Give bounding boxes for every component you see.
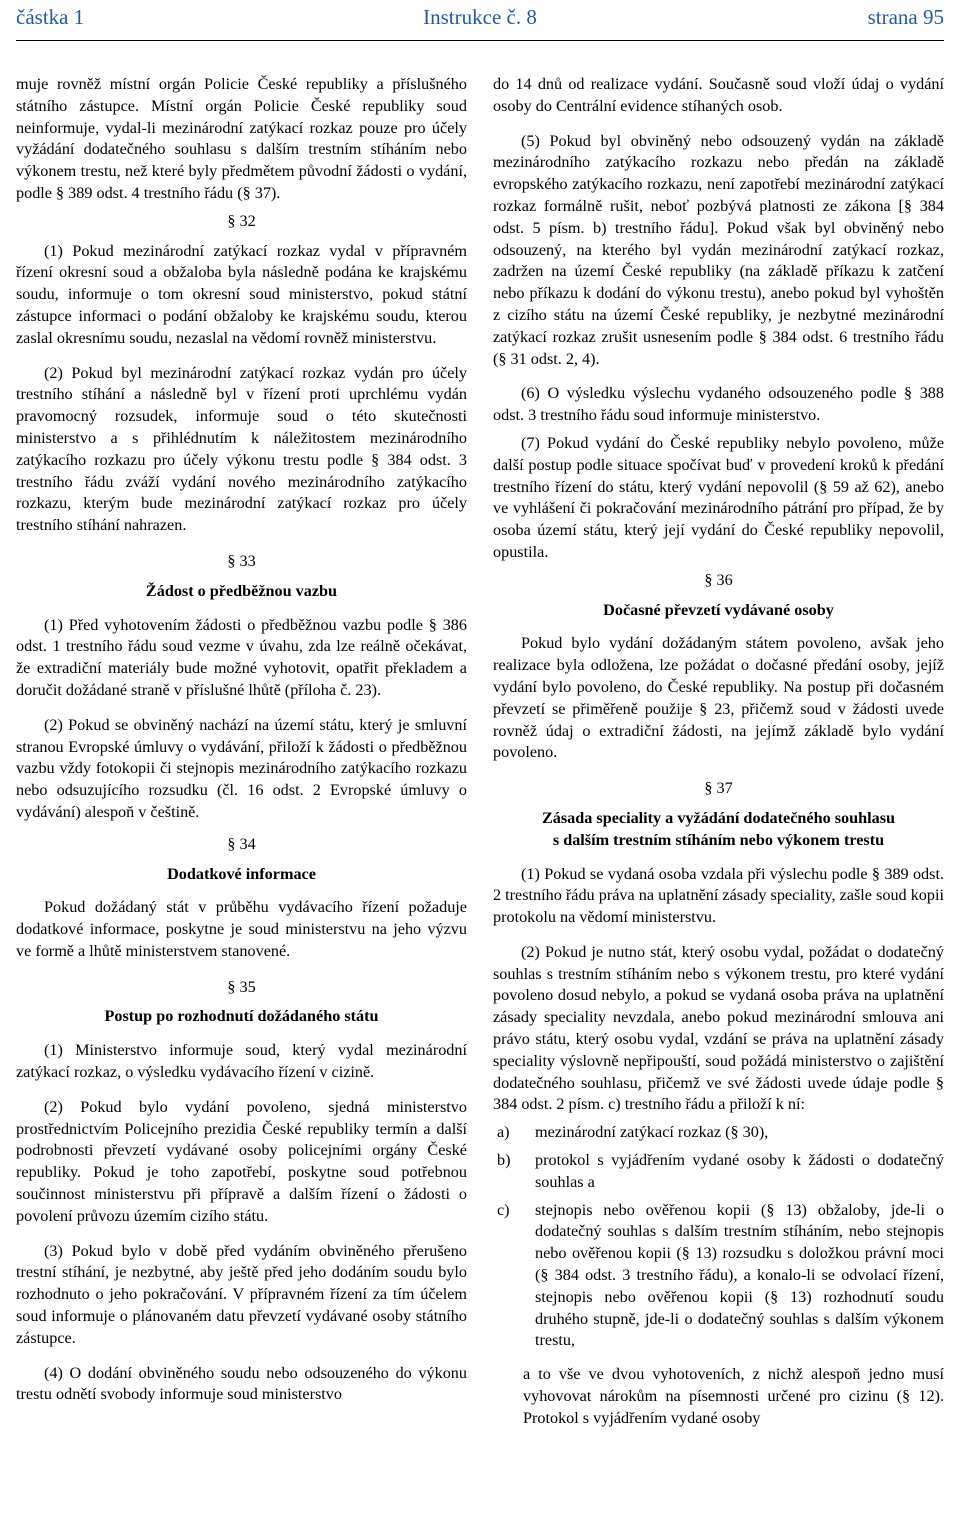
section-37-paragraph-2: (2) Pokud je nutno stát, který osobu vydal, požádat o dodatečný souhlas s trestním stíháním nebo s výkonem trestu, pro které vydání povoleno dosud nebylo, a pokud se vydaná osoba práva na uplatnění zásady speciality nevzdala, anebo pokud mezinárodní smlouva ani právo státu, který osobu vydal, vzdání se práva na uplatnění zásady speciality výslovně nepřipouští, soud požádá ministerstvo o zajištění dodatečného souhlasu, přičemž ve své žádosti uvede údaje podle § 384 odst. 2 písm. c) trestního řádu a přiloží k ní: <box>493 942 944 1114</box>
section-36-heading: Dočasné převzetí vydávané osoby <box>603 600 834 619</box>
continued-paragraph: do 14 dnů od realizace vydání. Současně soud vloží údaj o vydání osoby do Centrální evidence stíhaných osob. <box>493 75 944 115</box>
section-35-heading: Postup po rozhodnutí dožádaného státu <box>104 1007 379 1026</box>
section-35-paragraph-7: (7) Pokud vydání do České republiky nebylo povoleno, může další postup podle situace spočívat buď v provedení kroků k předání trestního řízení do státu, který vydání nepovolil (§ 59 až 62), anebo ve vyhlášení či pokračování mezinárodního pátrání pro případ, že by osoba území státu, který její vydání do České republiky nepovolil, opustila. <box>493 433 944 561</box>
section-35-paragraph-5: (5) Pokud byl obviněný nebo odsouzený vydán na základě mezinárodního zatýkacího rozkazu nebo předán na základě evropského zatýkacího rozkazu, není zapotřebí mezinárodní zatýkací rozkaz formálně rušit, neboť pozbývá platnosti ze zákona [§ 384 odst. 5 písm. b) trestního řádu]. Pokud však byl obviněný nebo odsouzený, na kterého byl vydán mezinárodní zatýkací rozkaz, zadržen na území České republiky (na základě příkazu k zatčení nebo příkazu k dodání do výkonu trestu), anebo pokud byl vyhoštěn z cizího státu na území České republiky, je nezbytné mezinárodní zatýkací rozkaz zrušit usnesením podle § 384 odst. 6 trestního řádu (§ 31 odst. 2, 4). <box>493 131 944 368</box>
section-37-heading-line-2: s dalším trestním stíháním nebo výkonem trestu <box>552 830 885 849</box>
header-document-title: Instrukce č. 8 <box>423 5 537 29</box>
section-36-paragraph-1: Pokud bylo vydání dožádaným státem povoleno, avšak jeho realizace byla odložena, lze požádat o dočasné předání osoby, jejíž vydání bylo povoleno, do České republiky. Na postup při dočasném převzetí se přiměřeně použije § 23, přičemž soud v žádosti uvede rovněž údaj o extradiční žádosti, na jejímž základě bylo vydání povoleno. <box>493 634 944 762</box>
section-32-number: § 32 <box>227 211 256 230</box>
section-32-paragraph-1: (1) Pokud mezinárodní zatýkací rozkaz vydal v přípravném řízení okresní soud a obžaloba byla následně podána ke krajskému soudu, informuje o tom okresní soud ministerstvo, pokud státní zástupce informaci o podání obžaloby ke krajskému soudu, kterou zaslal okresnímu soudu, nezaslal na vědomí rovněž ministerstvu. <box>16 241 467 347</box>
header-part-number: částka 1 <box>16 5 85 29</box>
section-35-paragraph-4: (4) O dodání obviněného soudu nebo odsouzeného do výkonu trestu odnětí svobody informuje soud ministerstvo <box>16 1363 467 1404</box>
section-37-number: § 37 <box>704 779 733 798</box>
section-35-paragraph-6: (6) O výsledku výslechu vydaného odsouzeného podle § 388 odst. 3 trestního řádu soud informuje ministerstvo. <box>493 384 944 425</box>
section-34-number: § 34 <box>227 834 256 853</box>
section-33-paragraph-1: (1) Před vyhotovením žádosti o předběžnou vazbu podle § 386 odst. 1 trestního řádu soud vezme v úvahu, zda lze reálně očekávat, že extradiční materiály bude možné vyhotovit, opatřit překladem a doručit dožádané straně v příslušné lhůtě (příloha č. 23). <box>16 615 467 699</box>
section-33-number: § 33 <box>227 551 256 570</box>
section-35-number: § 35 <box>227 977 256 996</box>
page-header <box>16 0 944 41</box>
list-item-text: mezinárodní zatýkací rozkaz (§ 30), <box>535 1123 769 1142</box>
section-34-paragraph-1: Pokud dožádaný stát v průběhu vydávacího řízení požaduje dodatkové informace, poskytne je soud ministerstvu na jeho výzvu ve formě a lhůtě ministerstvem stanovené. <box>16 898 467 960</box>
left-column <box>16 74 467 1406</box>
list-item <box>493 1122 944 1144</box>
list-item-text: protokol s vyjádřením vydané osoby k žádosti o dodatečný souhlas a <box>535 1151 944 1191</box>
list-item <box>493 1150 944 1194</box>
section-37-closing-text: a to vše ve dvou vyhotoveních, z nichž alespoň jedno musí vyhovovat nárokům na písemnosti určené pro cizinu (§ 12). Protokol s vyjádřením vydané osoby <box>523 1365 944 1427</box>
section-35-paragraph-2: (2) Pokud bylo vydání povoleno, sjedná ministerstvo prostřednictvím Policejního prezidia České republiky termín a další podrobnosti převzetí vydávané osoby policejními orgány České republiky. Pokud je toho zapotřebí, poskytne soud potřebnou součinnost ministerstvu při přípravě a dalším řízení o žádosti o povolení průvozu územím cizího státu. <box>16 1097 467 1225</box>
continued-paragraph: muje rovněž místní orgán Policie České republiky a příslušného státního zástupce. Místní orgán Policie České republiky soud neinformuje, vydal-li mezinárodní zatýkací rozkaz pouze pro účely vyžádání dodatečného souhlasu s dalším trestním stíháním nebo výkonem trestu, než které byly předmětem původní žádosti o vydání, podle § 389 odst. 4 trestního řádu (§ 37). <box>16 75 467 202</box>
section-37-heading-line-1: Zásada speciality a vyžádání dodatečného souhlasu <box>541 808 896 827</box>
section-32-paragraph-2: (2) Pokud byl mezinárodní zatýkací rozkaz vydán pro účely trestního stíhání a následně byl v řízení proti uprchlému vydán pravomocný rozsudek, informuje soud o této skutečnosti ministerstvo a s přihlédnutím k náležitostem mezinárodního zatýkacího rozkazu pro účely výkonu trestu podle § 384 odst. 3 trestního řádu zváží vydání nového mezinárodního zatýkacího rozkazu, kterým bude mezinárodní zatýkací rozkaz pro účely trestního stíhání nahrazen. <box>16 363 467 535</box>
section-34-heading: Dodatkové informace <box>167 864 316 883</box>
section-36-number: § 36 <box>704 570 733 589</box>
section-37-paragraph-1: (1) Pokud se vydaná osoba vzdala při výslechu podle § 389 odst. 2 trestního řádu práva na uplatnění zásady speciality, zašle soud kopii protokolu na vědomí ministerstvu. <box>493 864 944 927</box>
section-33-paragraph-2: (2) Pokud se obviněný nachází na území státu, který je smluvní stranou Evropské úmluvy o vydávání, přiloží k žádosti o předběžnou vazbu vždy fotokopii či stejnopis mezinárodního zatýkacího rozkazu nebo odsuzujícího rozsudku (čl. 16 odst. 2 Evropské úmluvy o vydávání) alespoň v češtině. <box>16 715 467 821</box>
list-item-text: stejnopis nebo ověřenou kopii (§ 13) obžaloby, jde-li o dodatečný souhlas s dalším trestním stíháním, nebo stejnopis nebo ověřenou kopii (§ 13) rozsudku s doložkou právní moci (§ 384 odst. 3 trestního řádu), a konalo-li se odvolací řízení, stejnopis nebo ověřenou kopii (§ 13) rozhodnutí soudu druhého stupně, jde-li o dodatečný souhlas s dalším výkonem trestu, <box>535 1200 944 1350</box>
section-35-paragraph-3: (3) Pokud bylo v době před vydáním obviněného přerušeno trestní stíhání, je nezbytné, aby ještě před jeho dodáním soudu bylo rozhodnuto o jeho pokračování. V přípravném řízení za tím účelem soud informuje o plánovaném datu převzetí vydávané osoby státního zástupce. <box>16 1241 467 1347</box>
section-35-paragraph-1: (1) Ministerstvo informuje soud, který vydal mezinárodní zatýkací rozkaz, o výsledku vydávacího řízení v cizině. <box>16 1041 467 1082</box>
right-column <box>493 74 944 1430</box>
section-33-heading: Žádost o předběžnou vazbu <box>145 581 338 600</box>
list-item-label: b) <box>497 1151 511 1170</box>
list-item-label: a) <box>497 1123 510 1142</box>
header-page-number: strana 95 <box>867 5 944 29</box>
list-item <box>493 1200 944 1353</box>
list-item-label: c) <box>497 1200 510 1219</box>
